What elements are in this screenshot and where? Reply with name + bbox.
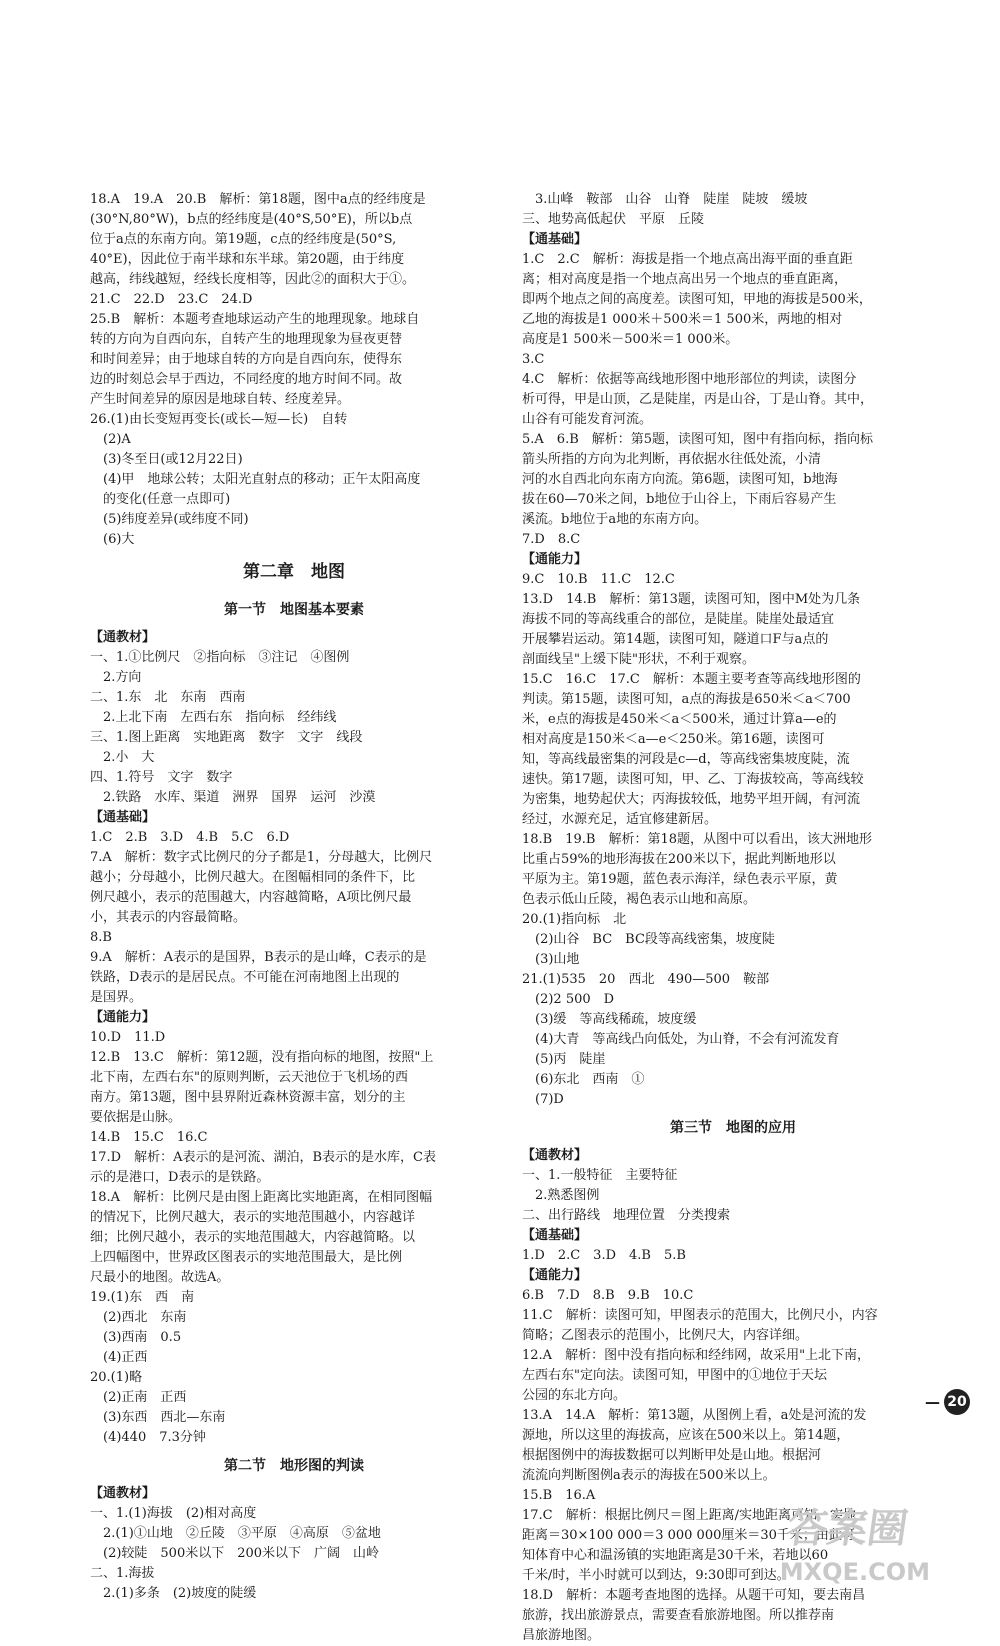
answer-line: 乙地的海拔是1 000米＋500米＝1 500米，两地的相对 (522, 312, 843, 327)
answer-line: 源地，所以这里的海拔高，应该在500米以上。第14题， (522, 1428, 850, 1443)
section-label: 【通教材】 (522, 1148, 588, 1163)
answer-line: 2.(1)①山地 ②丘陵 ③平原 ④高原 ⑤盆地 (90, 1526, 381, 1541)
answer-line: 15.C 16.C 17.C 解析：本题主要考查等高线地形图的 (522, 672, 861, 687)
answer-line: (6)东北 西南 ① (522, 1072, 645, 1087)
answer-line: 2.(1)多条 (2)坡度的陡缓 (90, 1586, 257, 1601)
left-column (90, 190, 498, 1604)
answer-line: 21.C 22.D 23.C 24.D (90, 292, 253, 307)
answer-line: (5)丙 陡崖 (522, 1052, 606, 1067)
answer-line: (3)冬至日(或12月22日) (90, 452, 243, 467)
answer-line: 9.C 10.B 11.C 12.C (522, 572, 675, 587)
answer-line: 21.(1)535 20 西北 490—500 鞍部 (522, 972, 770, 987)
answer-line: 转的方向为自西向东，自转产生的地理现象为昼夜更替 (90, 332, 403, 347)
answer-line: 2.熟悉图例 (522, 1188, 600, 1203)
answer-line: 13.D 14.B 解析：第13题，读图可知，图中M处为几条 (522, 592, 861, 607)
answer-line: (4)甲 地球公转；太阳光直射点的移动；正午太阳高度 (90, 472, 421, 487)
answer-line: 旅游，找出旅游景点，需要查看旅游地图。所以推荐南 (522, 1608, 835, 1623)
answer-line: 例尺越小，表示的范围越大，内容越简略，A项比例尺最 (90, 890, 412, 905)
answer-line: 拔在60—70米之间，b地位于山谷上，下雨后容易产生 (522, 492, 837, 507)
answer-line: 20.(1)指向标 北 (522, 912, 627, 927)
answer-line: 7.A 解析：数字式比例尺的分子都是1，分母越大，比例尺 (90, 850, 433, 865)
answer-line: 6.B 7.D 8.B 9.B 10.C (522, 1288, 694, 1303)
answer-line: 5.A 6.B 解析：第5题，读图可知，图中有指向标，指向标 (522, 432, 874, 447)
answer-line: 距离＝30×100 000＝3 000 000厘米＝30千米；由此可 (522, 1528, 855, 1543)
answer-line: 1.C 2.C 解析：海拔是指一个地点高出海平面的垂直距 (522, 252, 853, 267)
answer-line: 15.B 16.A (522, 1488, 596, 1503)
answer-line: 溪流。b地位于a地的东南方向。 (522, 512, 708, 527)
answer-line: 7.D 8.C (522, 532, 581, 547)
answer-line: 判读。第15题，读图可知，a点的海拔是650米＜a＜700 (522, 692, 851, 707)
chapter-title: 第二章 地图 (243, 562, 345, 582)
answer-line: 一、1.一般特征 主要特征 (522, 1168, 678, 1183)
answer-line: 产生时间差异的原因是地球自转、经度差异。 (90, 392, 351, 407)
answer-line: 开展攀岩运动。第14题，读图可知，隧道口F与a点的 (522, 632, 829, 647)
answer-line: 左西右东"定向法。读图可知，甲图中的①地位于天坛 (522, 1368, 827, 1383)
answer-line: 18.A 解析：比例尺是由图上距离比实地距离，在相同图幅 (90, 1190, 433, 1205)
answer-line: 公园的东北方向。 (522, 1388, 627, 1403)
answer-line: 高度是1 500米－500米＝1 000米。 (522, 332, 739, 347)
answer-line: 4.C 解析：依据等高线地形图中地形部位的判读，读图分 (522, 372, 857, 387)
answer-line: (4)大青 等高线凸向低处，为山脊，不会有河流发育 (522, 1032, 840, 1047)
answer-line: 四、1.符号 文字 数字 (90, 770, 233, 785)
answer-line: 25.B 解析：本题考查地球运动产生的地理现象。地球自 (90, 312, 420, 327)
section-label: 【通基础】 (90, 810, 156, 825)
answer-line: (2)2 500 D (522, 992, 615, 1007)
answer-line: 10.D 11.D (90, 1030, 166, 1045)
answer-line: 二、1.东 北 东南 西南 (90, 690, 246, 705)
answer-line: (30°N,80°W)，b点的经纬度是(40°S,50°E)，所以b点 (90, 212, 413, 227)
answer-line: 相对高度是150米＜a—e＜250米。第16题，读图可 (522, 732, 825, 747)
answer-line: 知，等高线最密集的河段是c—d，等高线密集坡度陡，流 (522, 752, 850, 767)
answer-line: 北下南，左西右东"的原则判断，云天池位于飞机场的西 (90, 1070, 408, 1085)
page-number (925, 1389, 970, 1415)
answer-line: 流流向判断图例a表示的海拔在500米以上。 (522, 1468, 776, 1483)
section-label: 【通教材】 (90, 630, 156, 645)
answer-line: 的情况下，比例尺越大，表示的实地范围越小，内容越详 (90, 1210, 416, 1225)
answer-line: (2)A (90, 432, 131, 447)
answer-line: 简略；乙图表示的范围小，比例尺大，内容详细。 (522, 1328, 809, 1343)
answer-line: 和时间差异；由于地球自转的方向是自西向东，使得东 (90, 352, 403, 367)
answer-line: 示的是港口，D表示的是铁路。 (90, 1170, 270, 1185)
answer-line: (3)西南 0.5 (90, 1330, 182, 1345)
answer-line: 40°E)，因此位于南半球和东半球。第20题，由于纬度 (90, 252, 405, 267)
answer-line: 要依据是山脉。 (90, 1110, 182, 1125)
answer-line: (4)440 7.3分钟 (90, 1430, 206, 1445)
answer-line: (3)缓 等高线稀疏，坡度缓 (522, 1012, 697, 1027)
answer-line: 边的时刻总会早于西边，不同经度的地方时间不同。故 (90, 372, 403, 387)
answer-line: 米，e点的海拔是450米＜a＜500米，通过计算a—e的 (522, 712, 837, 727)
answer-line: (2)西北 东南 (90, 1310, 187, 1325)
answer-line: (3)东西 西北—东南 (90, 1410, 226, 1425)
answer-line: 越小；分母越小，比例尺越大。在图幅相同的条件下，比 (90, 870, 416, 885)
answer-line: (4)正西 (90, 1350, 148, 1365)
answer-line: 一、1.(1)海拔 (2)相对高度 (90, 1506, 257, 1521)
section-label: 【通能力】 (522, 552, 588, 567)
answer-line: 9.A 解析：A表示的是国界，B表示的是山峰，C表示的是 (90, 950, 427, 965)
answer-line: 尺最小的地图。故选A。 (90, 1270, 230, 1285)
section-label: 【通能力】 (522, 1268, 588, 1283)
answer-line: 19.(1)东 西 南 (90, 1290, 195, 1305)
section-label: 【通教材】 (90, 1486, 156, 1501)
answer-line: 20.(1)略 (90, 1370, 143, 1385)
answer-line: 即两个地点之间的高度差。读图可知，甲地的海拔是500米， (522, 292, 872, 307)
answer-line: 速快。第17题，读图可知，甲、乙、丁海拔较高，等高线较 (522, 772, 864, 787)
watermark-logo: 答案圈 (784, 1506, 911, 1552)
answer-line: 是国界。 (90, 990, 143, 1005)
answer-line: 18.B 19.B 解析：第18题，从图中可以看出，该大洲地形 (522, 832, 872, 847)
answer-line: (3)山地 (522, 952, 580, 967)
answer-line: 河的水自西北向东南方向流。第6题，读图可知，b地海 (522, 472, 838, 487)
answer-line: 为密集，地势起伏大；丙海拔较低，地势平坦开阔，有河流 (522, 792, 861, 807)
section-label: 【通基础】 (522, 232, 588, 247)
answer-line: 三、地势高低起伏 平原 丘陵 (522, 212, 705, 227)
answer-line: 3.C (522, 352, 545, 367)
section-label: 【通能力】 (90, 1010, 156, 1025)
answer-line: 2.小 大 (90, 750, 155, 765)
answer-line: 根据图例中的海拔数据可以判断甲处是山地。根据河 (522, 1448, 822, 1463)
answer-line: 铁路，D表示的是居民点。不可能在河南地图上出现的 (90, 970, 400, 985)
answer-line: 17.C 解析：根据比例尺＝图上距离/实地距离可知，实地 (522, 1508, 857, 1523)
answer-line: 3.山峰 鞍部 山谷 山脊 陡崖 陡坡 缓坡 (522, 192, 808, 207)
answer-line: 离；相对高度是指一个地点高出另一个地点的垂直距离， (522, 272, 848, 287)
right-column (522, 190, 944, 1646)
answer-line: 南方。第13题，图中县界附近森林资源丰富，划分的主 (90, 1090, 406, 1105)
answer-line: 越高，纬线越短，经线长度相等，因此②的面积大于①。 (90, 272, 416, 287)
page-number-dash: — (925, 1393, 940, 1411)
answer-line: (7)D (522, 1092, 564, 1107)
section-title: 第一节 地图基本要素 (224, 602, 364, 618)
answer-line: 经过，水源充足，适宜修建新居。 (522, 812, 718, 827)
answer-line: 11.C 解析：读图可知，甲图表示的范围大，比例尺小，内容 (522, 1308, 878, 1323)
page-number-badge: 20 (944, 1389, 970, 1415)
answer-line: 色表示低山丘陵，褐色表示山地和高原。 (522, 892, 757, 907)
answer-line: 位于a点的东南方向。第19题，c点的经纬度是(50°S, (90, 232, 397, 247)
answer-line: 千米/时，半小时就可以到达，9:30即可到达。 (522, 1568, 790, 1583)
answer-line: 平原为主。第19题，蓝色表示海洋，绿色表示平原，黄 (522, 872, 838, 887)
watermark-url: MXQE.COM (779, 1558, 930, 1586)
answer-line: 细；比例尺越小，表示的实地范围越大，内容越简略。以 (90, 1230, 416, 1245)
answer-line: 上四幅图中，世界政区图表示的实地范围最大，是比例 (90, 1250, 403, 1265)
answer-line: 13.A 14.A 解析：第13题，从图例上看，a处是河流的发 (522, 1408, 867, 1423)
answer-line: 18.D 解析：本题考查地图的选择。从题干可知，要去南昌 (522, 1588, 866, 1603)
answer-line: 小，其表示的内容最简略。 (90, 910, 247, 925)
answer-line: 14.B 15.C 16.C (90, 1130, 208, 1145)
answer-line: (6)大 (90, 532, 135, 547)
section-title: 第二节 地形图的判读 (224, 1458, 364, 1474)
answer-line: 知体育中心和温汤镇的实地距离是30千米，若地以60 (522, 1548, 829, 1563)
answer-line: 2.上北下南 左西右东 指向标 经纬线 (90, 710, 337, 725)
answer-line: 26.(1)由长变短再变长(或长—短—长) 自转 (90, 412, 348, 427)
answer-line: 12.A 解析：图中没有指向标和经纬网，故采用"上北下南， (522, 1348, 871, 1363)
answer-line: 二、1.海拔 (90, 1566, 155, 1581)
answer-line: 山谷有可能发育河流。 (522, 412, 653, 427)
answer-line: 剖面线呈"上缓下陡"形状，不利于观察。 (522, 652, 755, 667)
answer-line: 8.B (90, 930, 112, 945)
answer-line: (5)纬度差异(或纬度不同) (90, 512, 249, 527)
answer-line: 昌旅游地图。 (522, 1628, 601, 1643)
answer-line: 三、1.图上距离 实地距离 数字 文字 线段 (90, 730, 363, 745)
answer-line: 一、1.①比例尺 ②指向标 ③注记 ④图例 (90, 650, 350, 665)
section-label: 【通基础】 (522, 1228, 588, 1243)
answer-line: 的变化(任意一点即可) (90, 492, 231, 507)
answer-line: 1.D 2.C 3.D 4.B 5.B (522, 1248, 686, 1263)
answer-line: 2.方向 (90, 670, 142, 685)
answer-line: 海拔不同的等高线重合的部位，是陡崖。陡崖处最适宜 (522, 612, 835, 627)
answer-line: (2)山谷 BC BC段等高线密集，坡度陡 (522, 932, 775, 947)
section-title: 第三节 地图的应用 (670, 1120, 796, 1136)
answer-line: 比重占59%的地形海拔在200米以下，据此判断地形以 (522, 852, 836, 867)
answer-line: 18.A 19.A 20.B 解析：第18题，图中a点的经纬度是 (90, 192, 426, 207)
answer-line: 1.C 2.B 3.D 4.B 5.C 6.D (90, 830, 290, 845)
answer-line: 12.B 13.C 解析：第12题，没有指向标的地图，按照"上 (90, 1050, 434, 1065)
answer-line: (2)较陡 500米以下 200米以下 广阔 山岭 (90, 1546, 380, 1561)
answer-line: 箭头所指的方向为北判断，再依据水往低处流，小清 (522, 452, 822, 467)
answer-line: 析可得，甲是山顶，乙是陡崖，丙是山谷，丁是山脊。其中， (522, 392, 874, 407)
answer-line: 17.D 解析：A表示的是河流、湖泊，B表示的是水库，C表 (90, 1150, 436, 1165)
answer-line: (2)正南 正西 (90, 1390, 187, 1405)
answer-line: 2.铁路 水库、渠道 洲界 国界 运河 沙漠 (90, 790, 376, 805)
answer-line: 二、出行路线 地理位置 分类搜索 (522, 1208, 731, 1223)
